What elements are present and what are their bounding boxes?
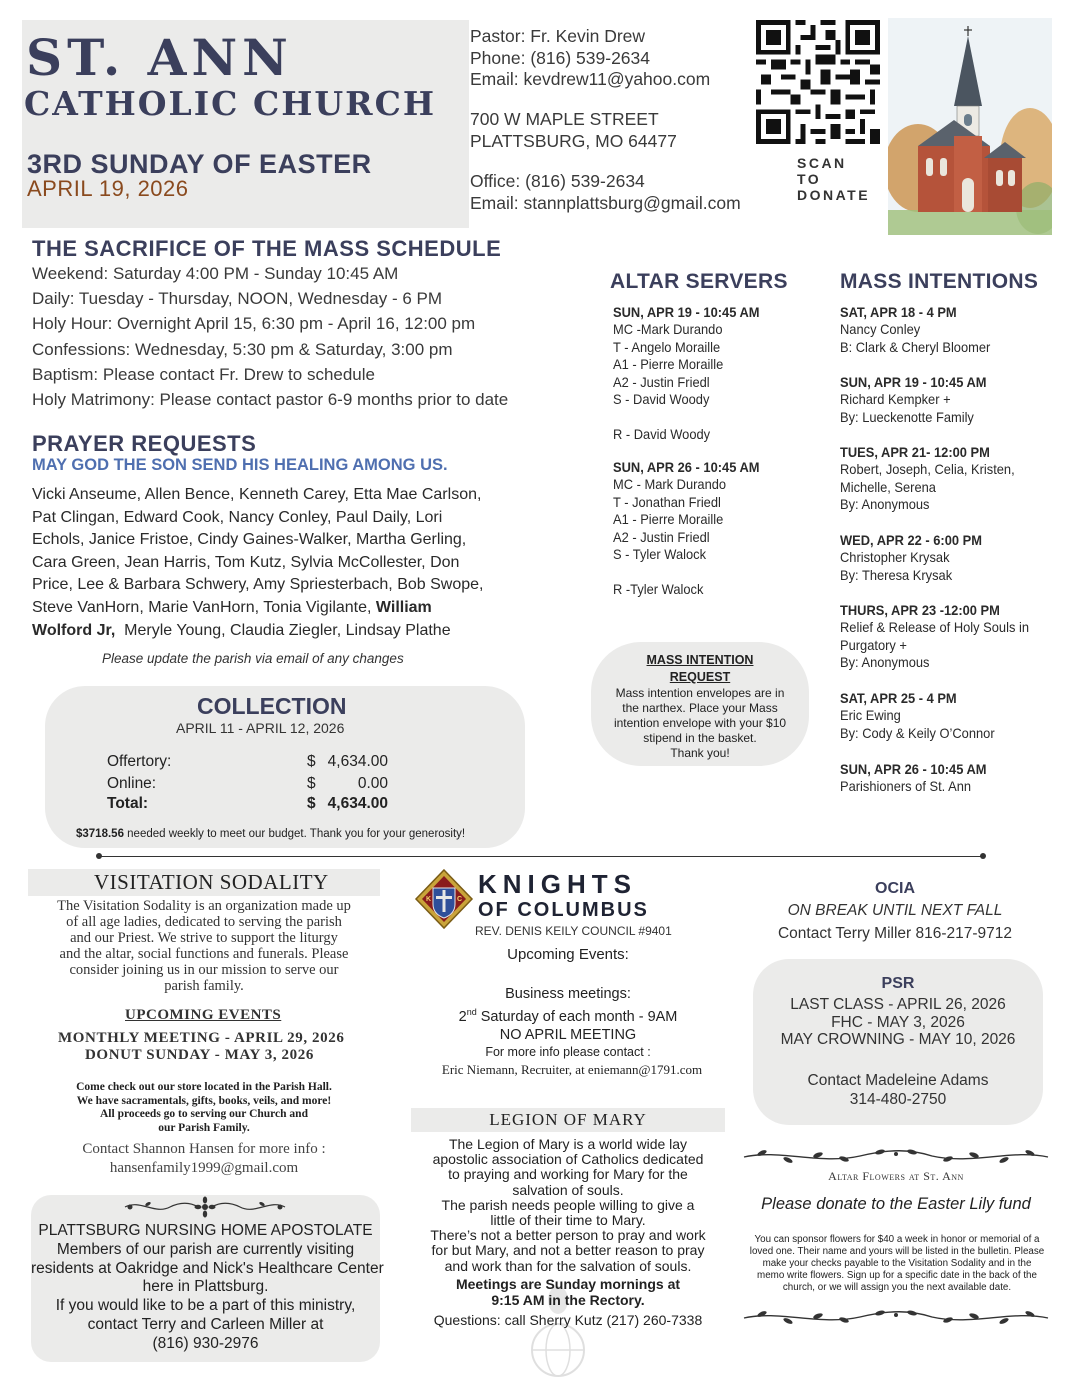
address-street: 700 W MAPLE STREET	[470, 109, 659, 129]
altar-flowers-description: You can sponsor flowers for $40 a week in honor or memorial of a loved one. Their name and yours will be listed in the bulletin. Please make your checks payable to the Visitation Sodality and in the memo write flowers. Sign up for a specific date in the back of the church, or we will assign you the next available date.	[749, 1234, 1045, 1293]
prayer-requests-subtitle: MAY GOD THE SON SEND HIS HEALING AMONG US.	[32, 456, 448, 474]
offertory-label: Offertory:	[107, 753, 172, 770]
altar-flowers-title: Altar Flowers at St. Ann	[828, 1169, 964, 1183]
altar-servers-title: ALTAR SERVERS	[610, 270, 788, 293]
vine-ornament-icon	[740, 1143, 1052, 1169]
prayer-update-note: Please update the parish via email of any changes	[102, 651, 404, 666]
mass-intention-request: MASS INTENTION REQUEST Mass intention envelopes are in the narthex. Place your Mass intention envelope with your $10 stipend in the basket. Thank you!	[591, 642, 809, 766]
online-label: Online:	[107, 775, 157, 792]
pastor-name: Pastor: Fr. Kevin Drew	[470, 26, 646, 46]
svg-text:K: K	[426, 896, 432, 903]
section-divider	[98, 856, 984, 857]
schedule-matrimony: Holy Matrimony: Please contact pastor 6-9 months prior to date	[32, 390, 509, 410]
intention-apr23: THURS, APR 23 -12:00 PM Relief & Release of Holy Souls in Purgatory + By: Anonymous	[840, 602, 1030, 671]
kofc-meetings: Business meetings: 2nd Saturday of each month - 9AM NO APRIL MEETING	[458, 986, 678, 1043]
church-name: ST. ANN	[26, 28, 293, 87]
church-name-subtitle: CATHOLIC CHURCH	[24, 84, 437, 123]
intention-apr18: SAT, APR 18 - 4 PM Nancy Conley B: Clark & Cheryl Bloomer	[840, 304, 991, 355]
legion-description: The Legion of Mary is a world wide lay apostolic association of Catholics dedicated to praying and working for Mary for the salvation of souls. The parish needs people willing to give a little of their time to Mary. There’s not a better person to pray and work for but Mary, and not a better reason to pray and work than for the salvation of souls.	[430, 1136, 706, 1274]
intention-apr21: TUES, APR 21- 12:00 PM Robert, Joseph, Celia, Kristen, Michelle, Serena By: Anonymous	[840, 444, 1015, 513]
psr-contact: Contact Madeleine Adams 314-480-2750	[807, 1072, 989, 1108]
divider-end-dot	[96, 853, 102, 859]
collection-dates: APRIL 11 - APRIL 12, 2026	[176, 720, 345, 736]
collection-title: COLLECTION	[197, 693, 347, 719]
ocia-title: OCIA	[875, 880, 915, 897]
sodality-event: MONTHLY MEETING - APRIL 29, 2026	[58, 1030, 345, 1046]
liturgical-day: 3RD SUNDAY OF EASTER	[27, 149, 372, 179]
schedule-holy-hour: Holy Hour: Overnight April 15, 6:30 pm - April 16, 12:00 pm	[32, 314, 476, 334]
sodality-contact: Contact Shannon Hansen for more info : hansenfamily1999@gmail.com	[28, 1140, 380, 1178]
intention-apr26: SUN, APR 26 - 10:45 AM Parishioners of St. Ann	[840, 761, 987, 795]
pastor-email[interactable]: Email: kevdrew11@yahoo.com	[470, 69, 711, 89]
svg-text:C: C	[457, 896, 463, 903]
intention-apr22: WED, APR 22 - 6:00 PM Christopher Krysak By: Theresa Krysak	[840, 532, 982, 583]
intention-apr19: SUN, APR 19 - 10:45 AM Richard Kempker + By: Lueckenotte Family	[840, 374, 987, 425]
office-email[interactable]: Email: stannplattsburg@gmail.com	[470, 192, 741, 213]
kofc-contact[interactable]: Eric Niemann, Recruiter, at eniemann@1791.com	[441, 1062, 703, 1077]
mass-schedule-list	[32, 261, 508, 412]
total-currency: $	[307, 795, 316, 812]
offertory-amount: 4,634.00	[327, 753, 388, 770]
scan-to-donate: SCAN TO DONATE	[797, 155, 871, 203]
kofc-title: KNIGHTS	[478, 869, 637, 899]
sodality-contact-email[interactable]: hansenfamily1999@gmail.com	[109, 1160, 299, 1176]
sodality-title: VISITATION SODALITY	[94, 870, 329, 894]
total-amount: 4,634.00	[327, 795, 388, 812]
sodality-description: The Visitation Sodality is an organization made up of all age ladies, dedicated to serving the parish and our Priest. We strive to support the liturgy and the altar, social functions and funerals. Please consider joining us in our mission to serve our parish family.	[57, 898, 351, 994]
store-description: Come check out our store located in the Parish Hall. We have sacramentals, gifts, books, veils, and more! All proceeds go to serving our Church and our Parish Family.	[76, 1081, 332, 1134]
legion-title: LEGION OF MARY	[489, 1110, 647, 1129]
schedule-confessions: Confessions: Wednesday, 5:30 pm & Saturday, 3:00 pm	[32, 339, 453, 359]
office-phone: Office: (816) 539-2634	[470, 171, 645, 191]
altar-servers-apr19: SUN, APR 19 - 10:45 AM MC -Mark Durando T - Angelo Moraille A1 - Pierre Moraille A2 - Justin Friedl S - David Woody R - David Woody	[613, 304, 760, 442]
ocia-contact: Contact Terry Miller 816-217-9712	[777, 925, 1013, 942]
easter-lily-appeal: Please donate to the Easter Lily fund	[761, 1195, 1031, 1213]
legion-questions: Questions: call Sherry Kutz (217) 260-7338	[433, 1312, 703, 1328]
kofc-title-line2: OF COLUMBUS	[478, 899, 649, 921]
offertory-currency: $	[307, 753, 316, 770]
prayer-requests-title: PRAYER REQUESTS	[32, 431, 257, 456]
online-currency: $	[307, 775, 316, 792]
psr-title: PSR	[881, 975, 915, 992]
mass-schedule-title: THE SACRIFICE OF THE MASS SCHEDULE	[32, 236, 502, 261]
total-label: Total:	[107, 795, 149, 812]
mass-intentions-title: MASS INTENTIONS	[840, 270, 1039, 293]
budget-note: $3718.56 needed weekly to meet our budget. Thank you for your generosity!	[76, 828, 466, 840]
address-city: PLATTSBURG, MO 64477	[470, 130, 677, 151]
pastor-contact	[470, 26, 710, 91]
kofc-more-info: For more info please contact :	[485, 1045, 651, 1059]
intention-apr25: SAT, APR 25 - 4 PM Eric Ewing By: Cody & Keily O’Connor	[840, 690, 995, 741]
online-amount: 0.00	[357, 775, 388, 792]
pastor-phone: Phone: (816) 539-2634	[470, 47, 650, 68]
ocia-status: ON BREAK UNTIL NEXT FALL	[787, 902, 1003, 919]
floral-ornament-icon	[120, 1196, 290, 1218]
altar-servers-apr26: SUN, APR 26 - 10:45 AM MC - Mark Durando T - Jonathan Friedl A1 - Pierre Moraille A2 - Justin Friedl S - Tyler Walock R -Tyler Walock	[613, 459, 760, 597]
vine-ornament-icon	[740, 1304, 1052, 1330]
knights-of-columbus-emblem-icon	[413, 868, 475, 930]
bulletin-date: APRIL 19, 2026	[27, 176, 189, 201]
kofc-upcoming: Upcoming Events:	[507, 946, 629, 963]
nursing-title: PLATTSBURG NURSING HOME APOSTOLATE	[38, 1222, 373, 1239]
nursing-home-apostolate: PLATTSBURG NURSING HOME APOSTOLATE Members of our parish are currently visiting residents at Oakridge and Nick's Healthcare Center here in Plattsburg. If you would like to be a part of this ministry, contact Terry and Carleen Miller at (816) 930-2976	[31, 1222, 384, 1352]
schedule-baptism: Baptism: Please contact Fr. Drew to schedule	[32, 364, 375, 384]
schedule-weekend: Weekend: Saturday 4:00 PM - Sunday 10:45 AM	[32, 264, 399, 283]
kofc-council: REV. DENIS KEILY COUNCIL #9401	[475, 924, 672, 938]
legion-meetings: Meetings are Sunday mornings at 9:15 AM in the Rectory.	[455, 1276, 681, 1308]
office-contact	[470, 171, 741, 214]
donate-qr-code-icon[interactable]	[756, 20, 880, 144]
sodality-upcoming-title: UPCOMING EVENTS	[125, 1007, 282, 1023]
divider-end-dot	[980, 853, 986, 859]
schedule-daily: Daily: Tuesday - Thursday, NOON, Wednesday - 6 PM	[32, 289, 443, 309]
prayer-names: Vicki Anseume, Allen Bence, Kenneth Carey, Etta Mae Carlson, Pat Clingan, Edward Cook, Nancy Conley, Paul Daily, Lori Echols, Janice Fristoe, Cindy Gaines-Walker, Martha Gerling, Cara Green, Jean Harris, Tom Kutz, Sylvia McCollester, Don Price, Lee & Barbara Schwery, Amy Spriesterbach, Bob Swope, Steve VanHorn, Marie VanHorn, Tonia Vigilante, William Wolford Jr, Meryle Young, Claudia Ziegler, Lindsay Plathe	[32, 486, 484, 639]
church-address	[470, 109, 677, 152]
sodality-event: DONUT SUNDAY - MAY 3, 2026	[85, 1047, 314, 1063]
church-illustration	[888, 18, 1052, 235]
psr-dates: LAST CLASS - APRIL 26, 2026 FHC - MAY 3, 2026 MAY CROWNING - MAY 10, 2026	[780, 996, 1016, 1049]
